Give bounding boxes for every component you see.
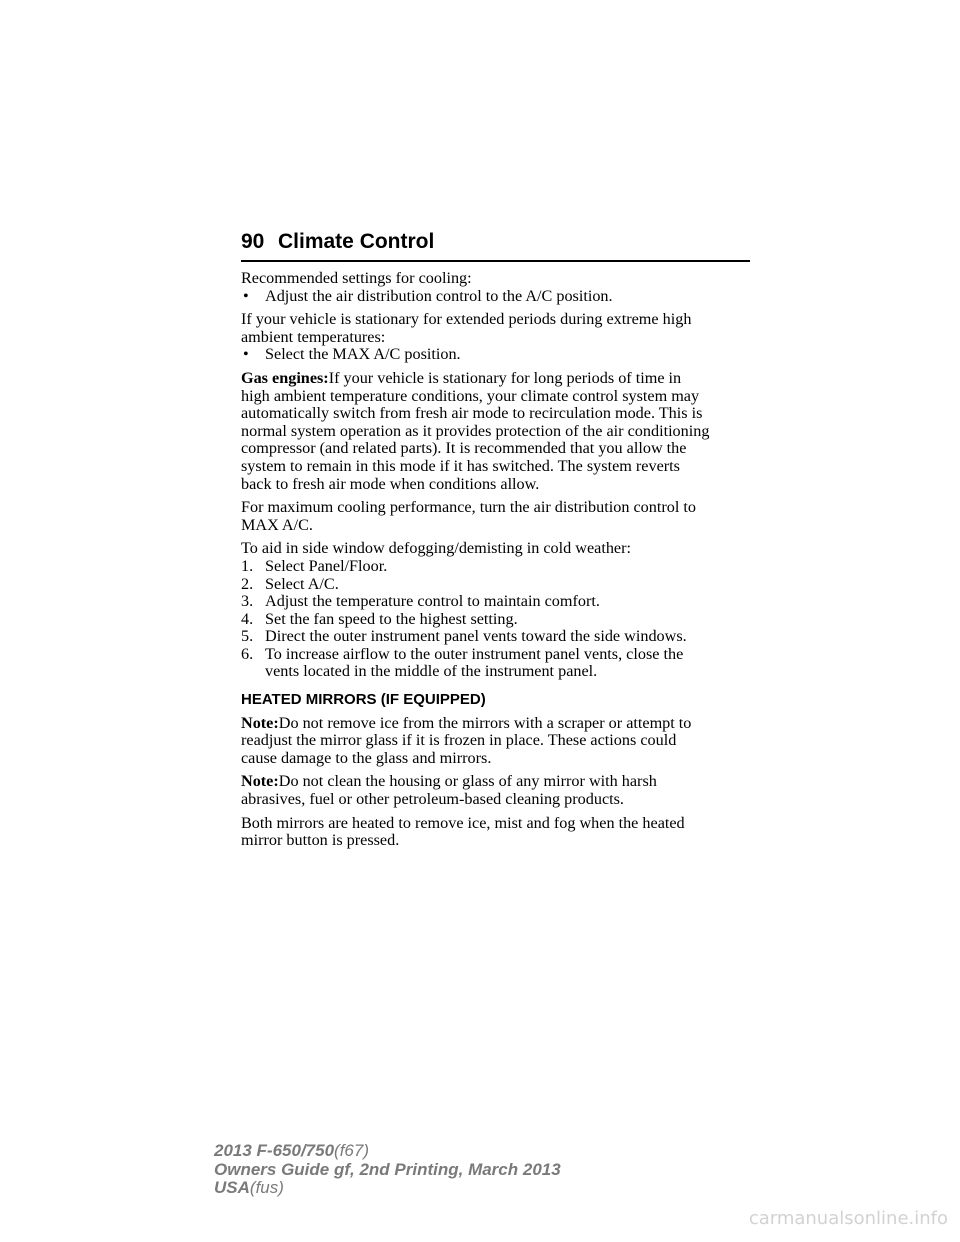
footer-line <box>214 1142 561 1161</box>
list-item <box>241 288 751 306</box>
step-number: 3. <box>241 592 254 611</box>
max-cooling-paragraph <box>241 499 751 534</box>
step-text: Adjust the temperature control to maintain comfort. <box>265 592 600 611</box>
defog-procedure <box>241 540 751 681</box>
list-item <box>241 646 751 681</box>
footer-market-code: (fus) <box>249 1178 284 1197</box>
page-number: 90 <box>241 230 265 253</box>
step-text: vents located in the middle of the instrument panel. <box>265 662 598 681</box>
step-text: Select Panel/Floor. <box>265 556 388 575</box>
paragraph-line: MAX A/C. <box>241 515 313 534</box>
stationary-settings <box>241 311 751 364</box>
heated-mirrors-paragraph <box>241 815 751 850</box>
paragraph-line: mirror button is pressed. <box>241 831 400 850</box>
bullet-text: Select the MAX A/C position. <box>265 345 461 364</box>
list-item <box>241 611 751 629</box>
cooling-intro: Recommended settings for cooling: <box>241 269 472 287</box>
paragraph-line: Both mirrors are heated to remove ice, mist and fog when the heated <box>241 813 685 832</box>
step-text: Direct the outer instrument panel vents toward the side windows. <box>265 627 687 646</box>
paragraph-line: If your vehicle is stationary for extended periods during extreme high <box>241 310 692 329</box>
note-label: Note: <box>241 713 279 732</box>
paragraph-line: ambient temperatures: <box>241 327 386 346</box>
step-text: Select A/C. <box>265 574 339 593</box>
footer-model-code: (f67) <box>334 1141 370 1160</box>
note-paragraph <box>241 773 751 808</box>
paragraph-line: Note:Do not remove ice from the mirrors with a scraper or attempt to <box>241 713 692 732</box>
paragraph-line: Gas engines:If your vehicle is stationary for long periods of time in <box>241 368 682 387</box>
step-text: To increase airflow to the outer instrument panel vents, close the <box>265 644 684 663</box>
footer-guide: Owners Guide gf, 2nd Printing, March 2013 <box>214 1159 561 1179</box>
paragraph-line: high ambient temperature conditions, your climate control system may <box>241 386 700 405</box>
list-item <box>241 346 751 364</box>
footer-model: 2013 F-650/750 <box>214 1141 335 1160</box>
paragraph-line: Note:Do not clean the housing or glass of any mirror with harsh <box>241 772 657 791</box>
paragraph-line: normal system operation as it provides protection of the air conditioning <box>241 421 710 440</box>
step-number: 4. <box>241 609 254 628</box>
note-paragraph <box>241 715 751 768</box>
step-number: 5. <box>241 627 254 646</box>
paragraph-line: system to remain in this mode if it has switched. The system reverts <box>241 456 680 475</box>
footer-line <box>214 1179 561 1198</box>
list-item <box>241 558 751 576</box>
gas-engines-label: Gas engines: <box>241 368 329 387</box>
footer-line <box>214 1161 561 1180</box>
bullet-text: Adjust the air distribution control to the A/C position. <box>265 286 613 305</box>
step-number: 6. <box>241 644 254 663</box>
paragraph-line: automatically switch from fresh air mode to recirculation mode. This is <box>241 404 703 423</box>
paragraph-line: cause damage to the glass and mirrors. <box>241 748 492 767</box>
footer-market: USA <box>214 1178 250 1197</box>
gas-engines-paragraph <box>241 370 751 493</box>
bullet-icon: • <box>243 345 249 364</box>
cooling-settings <box>241 270 751 305</box>
heated-mirrors-heading: HEATED MIRRORS (IF EQUIPPED) <box>241 691 486 709</box>
step-number: 2. <box>241 574 254 593</box>
list-item <box>241 628 751 646</box>
paragraph-line: compressor (and related parts). It is recommended that you allow the <box>241 439 687 458</box>
list-item <box>241 576 751 594</box>
note-label: Note: <box>241 772 279 791</box>
list-item <box>241 593 751 611</box>
paragraph-line: back to fresh air mode when conditions allow. <box>241 474 540 493</box>
paragraph-line: abrasives, fuel or other petroleum-based cleaning products. <box>241 790 624 809</box>
paragraph-line: readjust the mirror glass if it is frozen in place. These actions could <box>241 731 677 750</box>
watermark-text: carmanualsonline.info <box>748 1208 948 1229</box>
bullet-icon: • <box>243 286 249 305</box>
step-text: Set the fan speed to the highest setting. <box>265 609 518 628</box>
paragraph-line: For maximum cooling performance, turn the air distribution control to <box>241 498 696 517</box>
page-content <box>241 270 751 856</box>
section-title: Climate Control <box>278 230 435 253</box>
step-number: 1. <box>241 556 254 575</box>
page-header <box>241 228 750 262</box>
defog-intro: To aid in side window defogging/demisting in cold weather: <box>241 539 631 558</box>
document-footer <box>214 1142 561 1198</box>
